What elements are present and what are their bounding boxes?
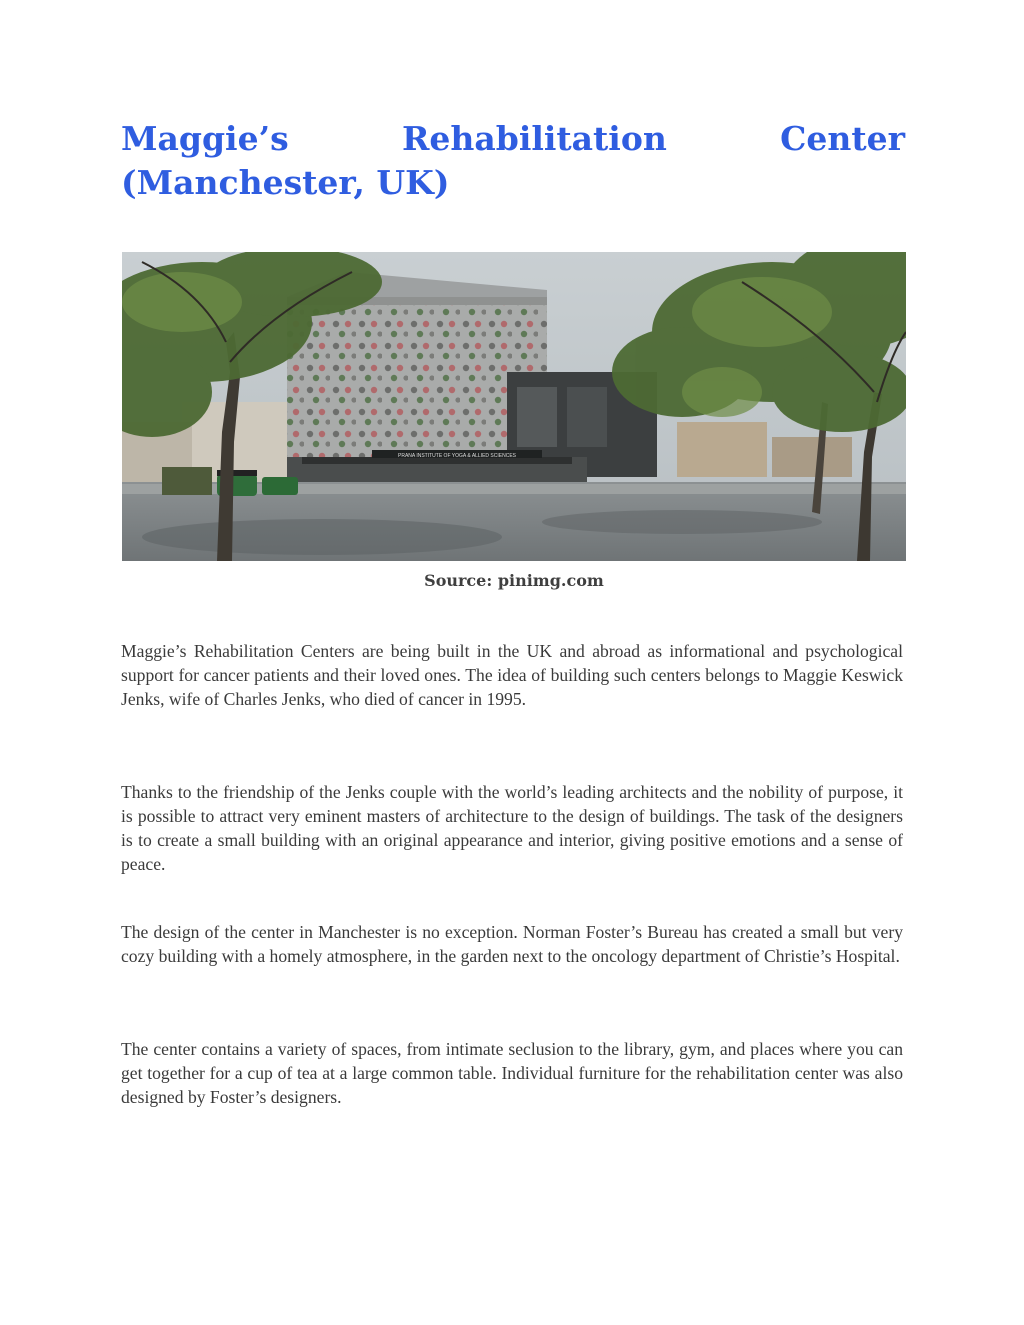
image-caption: Source: pinimg.com — [424, 571, 604, 590]
building-photo — [122, 252, 906, 561]
page-title: Maggie’s Rehabilitation Center (Manchester, UK) — [121, 119, 905, 202]
body-paragraph-2: Thanks to the friendship of the Jenks couple with the world’s leading architects and the nobility of purpose, it is possible to attract very eminent masters of architecture to the design of buildings. The task of the designers is to create a small building with an original appearance and interior, giving positive emotions and a sense of peace. — [121, 782, 903, 874]
body-paragraph-1: Maggie’s Rehabilitation Centers are being built in the UK and abroad as informational and psychological support for cancer patients and their loved ones. The idea of building such centers belongs to Maggie Keswick Jenks, wife of Charles Jenks, who died of cancer in 1995. — [121, 641, 903, 709]
body-paragraph-3: The design of the center in Manchester is no exception. Norman Foster’s Bureau has created a small but very cozy building with a homely atmosphere, in the garden next to the oncology department of Christie’s Hospital. — [121, 922, 903, 966]
building-sign-text: PRANA INSTITUTE OF YOGA & ALLIED SCIENCES — [398, 453, 516, 459]
body-paragraph-4: The center contains a variety of spaces, from intimate seclusion to the library, gym, and places where you can get together for a cup of tea at a large common table. Individual furniture for the rehabilitation center was also designed by Foster’s designers. — [121, 1039, 903, 1107]
